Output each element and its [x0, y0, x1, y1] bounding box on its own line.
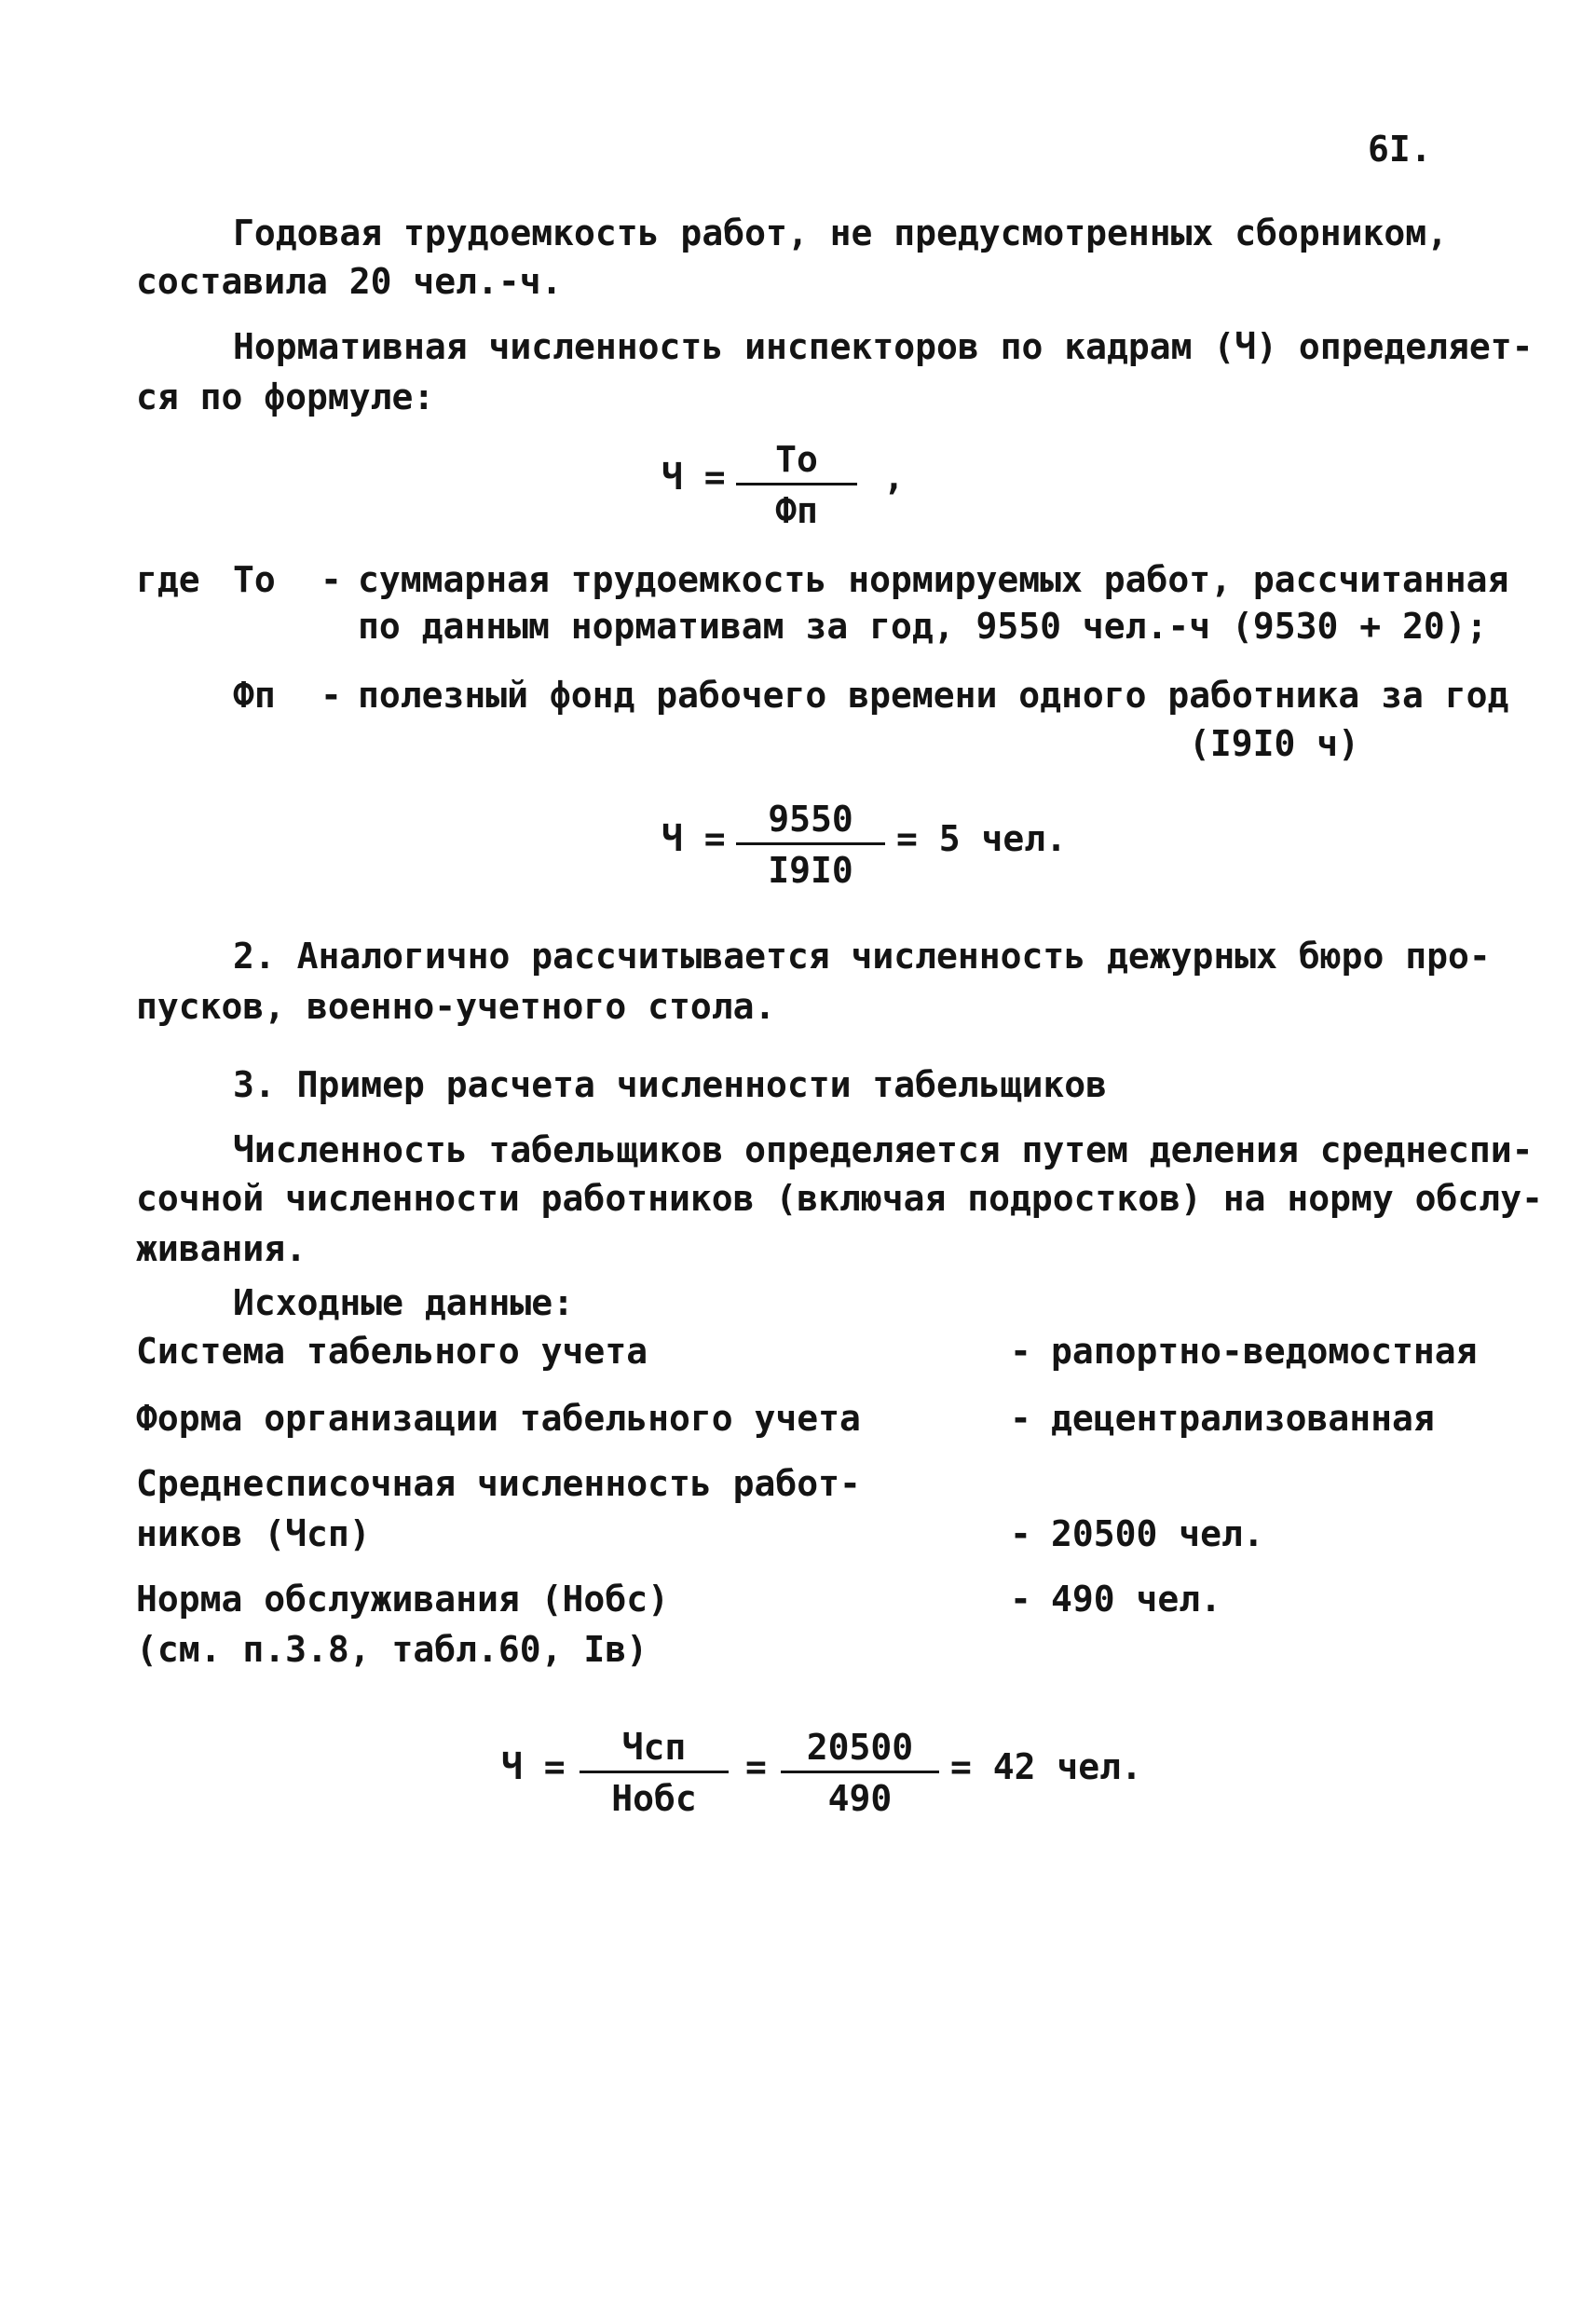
formula-3-fraction-2 — [781, 1726, 939, 1820]
data-row-1-label: Система табельного учета — [136, 1331, 648, 1372]
to-definition-line-1: суммарная трудоемкость нормируемых работ, рассчитанная — [358, 559, 1509, 600]
formula-3-denominator-2: 490 — [827, 1778, 893, 1819]
fp-dash: - — [321, 675, 342, 716]
formula-2-result: = 5 чел. — [896, 818, 1068, 859]
data-row-2-value: децентрализованная — [1051, 1398, 1435, 1439]
formula-3-equals: = — [745, 1746, 767, 1787]
formula-2-numerator: 9550 — [768, 799, 853, 840]
item-2-line-2: пусков, военно-учетного стола. — [136, 986, 776, 1027]
formula-3-denominator-1: Нобс — [611, 1778, 697, 1819]
data-row-3-label-line-1: Среднесписочная численность работ- — [136, 1463, 861, 1504]
initial-data-label: Исходные данные: — [233, 1282, 575, 1323]
where-word: где — [136, 559, 200, 600]
item-3-title: 3. Пример расчета численности табельщиков — [233, 1064, 1107, 1105]
to-definition-line-2: по данным нормативам за год, 9550 чел.-ч (9530 + 20); — [358, 606, 1488, 647]
data-row-4-value: 490 чел. — [1051, 1579, 1222, 1620]
formula-3-result: = 42 чел. — [950, 1746, 1142, 1787]
formula-1-fraction — [736, 438, 857, 532]
paragraph-3-line-2: сочной численности работников (включая подростков) на норму обслу- — [136, 1178, 1543, 1219]
formula-3-numerator-1: Чсп — [621, 1727, 687, 1768]
data-row-2-label: Форма организации табельного учета — [136, 1398, 861, 1439]
fraction-bar — [736, 842, 885, 845]
paragraph-1-line-1: Годовая трудоемкость работ, не предусмотренных сборником, — [233, 212, 1449, 253]
paragraph-2-line-1: Нормативная численность инспекторов по кадрам (Ч) определяет- — [233, 326, 1534, 367]
data-row-1-dash: - — [1010, 1331, 1031, 1372]
formula-3-fraction-1 — [580, 1726, 729, 1820]
paragraph-3-line-3: живания. — [136, 1228, 307, 1269]
fraction-bar — [580, 1771, 729, 1773]
data-row-4-dash: - — [1010, 1579, 1031, 1620]
data-row-3-label-line-2: ников (Чсп) — [136, 1513, 371, 1554]
paragraph-1-line-2: составила 20 чел.-ч. — [136, 261, 563, 302]
formula-2-lhs: Ч = — [662, 818, 726, 859]
fraction-bar — [781, 1771, 939, 1773]
formula-1-lhs: Ч = — [662, 457, 726, 498]
formula-2-fraction — [736, 798, 885, 892]
formula-3-lhs: Ч = — [501, 1746, 566, 1787]
data-row-1-value: рапортно-ведомостная — [1051, 1331, 1478, 1372]
data-row-3-dash: - — [1010, 1513, 1031, 1554]
fraction-bar — [736, 483, 857, 485]
fp-symbol: Фп — [233, 675, 276, 716]
paragraph-2-line-2: ся по формуле: — [136, 376, 435, 417]
to-symbol: То — [233, 559, 276, 600]
fp-definition-line-2: (I9I0 ч) — [1189, 723, 1360, 764]
page-number: 6I. — [1368, 129, 1432, 170]
formula-2-denominator: I9I0 — [768, 850, 853, 891]
data-row-4-label-line-2: (см. п.3.8, табл.60, Iв) — [136, 1629, 648, 1670]
formula-1-numerator: То — [775, 439, 818, 480]
fp-definition-line-1: полезный фонд рабочего времени одного работника за год — [358, 675, 1509, 716]
item-2-line-1: 2. Аналогично рассчитывается численность дежурных бюро про- — [233, 936, 1491, 977]
data-row-4-label-line-1: Норма обслуживания (Нобс) — [136, 1579, 669, 1620]
data-row-3-value: 20500 чел. — [1051, 1513, 1264, 1554]
to-dash: - — [321, 559, 342, 600]
formula-3-numerator-2: 20500 — [806, 1727, 914, 1768]
paragraph-3-line-1: Численность табельщиков определяется путем деления среднеспи- — [233, 1129, 1534, 1170]
data-row-2-dash: - — [1010, 1398, 1031, 1439]
formula-1-denominator: Фп — [775, 490, 818, 531]
formula-1-suffix: , — [883, 457, 905, 498]
